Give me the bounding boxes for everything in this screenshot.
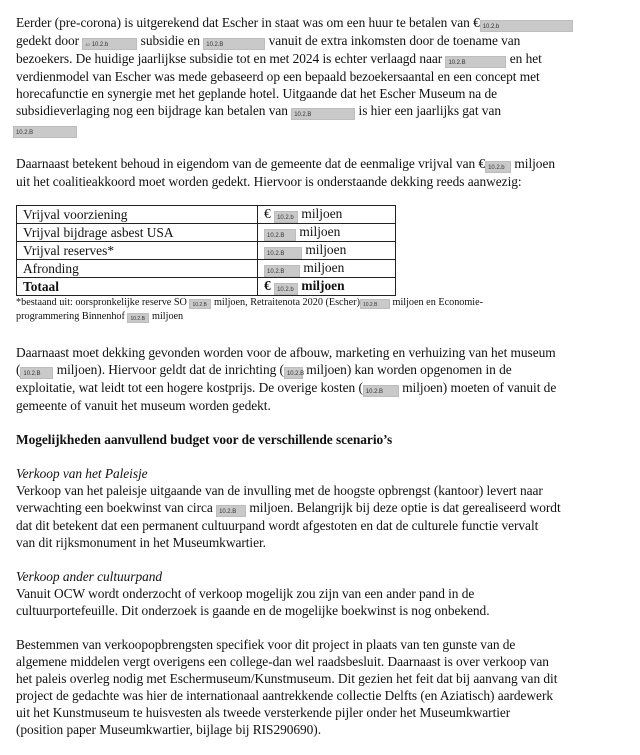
- unit-text: miljoen: [301, 206, 343, 221]
- redaction-box: [363, 385, 399, 397]
- redaction-label: 10.2.B: [448, 60, 466, 66]
- redaction-box: [189, 299, 211, 309]
- text: miljoen: [149, 311, 184, 322]
- text: miljoen) kan worden opgenomen in de: [302, 362, 512, 377]
- unit-text: miljoen: [301, 278, 345, 293]
- table-row: [17, 260, 396, 278]
- redaction-box: [480, 20, 573, 32]
- unit-text: miljoen: [303, 260, 345, 275]
- unit-text: miljoen: [299, 224, 341, 239]
- currency-symbol: €: [264, 206, 271, 221]
- coverage-table: [16, 205, 396, 296]
- redaction-label: 10.2.B: [16, 130, 34, 136]
- unit-text: miljoen: [305, 242, 347, 257]
- redaction-box: [203, 38, 265, 50]
- subsection-title: Verkoop ander cultuurpand: [16, 569, 163, 584]
- table-cell-amount: [258, 278, 396, 296]
- text: *bestaand uit: oorspronkelijke reserve SO: [16, 297, 187, 308]
- paragraph-allocation: [16, 636, 626, 738]
- redaction-label: 10.2.B: [362, 302, 378, 308]
- text: programmering Binnenhof: [16, 311, 125, 322]
- redaction-label: 10.2.B: [294, 112, 312, 118]
- text: dat dit betekent dat een permanent cultuurpand wordt afgestoten en dat de culturele functie vervalt: [16, 518, 539, 533]
- text: (: [16, 362, 21, 377]
- text: het paleis overleg nodig met Eschermuseum/Kunstmuseum. Dit gezien het feit dat bij aanvang van dit: [16, 671, 558, 686]
- redaction-box: [264, 265, 300, 277]
- table-cell-label: Vrijval voorziening: [17, 206, 258, 224]
- text: miljoen). Hiervoor geldt dat de inrichting (: [53, 362, 284, 377]
- section-heading: Mogelijkheden aanvullend budget voor de verschillende scenario’s: [16, 432, 393, 447]
- table-row: [17, 242, 396, 260]
- text: miljoen) moeten of vanuit de: [398, 380, 557, 395]
- text: miljoen: [511, 156, 555, 171]
- text: Bestemmen van verkoopopbrengsten specifiek voor dit project in plaats van ten gunste van de: [16, 637, 516, 652]
- text: Daarnaast betekent behoud in eigendom van de gemeente dat de eenmalige vrijval van €: [16, 156, 486, 171]
- text: van dit rijksmonument in het Museumkwartier.: [16, 535, 266, 550]
- redaction-box: [264, 229, 296, 241]
- text: miljoen en Economie-: [389, 297, 484, 308]
- text: algemene middelen vergt overigens een college-dan wel raadsbesluit. Daarnaast is over verkoop van: [16, 654, 549, 669]
- text: cultuurportefeuille. Dit onderzoek is gaande en de mogelijke boekwinst is nog onbekend.: [16, 603, 490, 618]
- text: (position paper Museumkwartier, bijlage bij RIS290690).: [16, 722, 322, 737]
- text: uit het coalitieakkoord moet worden gedekt. Hiervoor is onderstaande dekking reeds aanwezig:: [16, 174, 522, 189]
- table-cell-label: Vrijval reserves*: [17, 242, 258, 260]
- table-cell-label: Totaal: [17, 278, 258, 296]
- paragraph-extra-costs: [16, 344, 626, 414]
- redaction-label: 10.2.B: [192, 302, 207, 308]
- redaction-box: [264, 247, 302, 259]
- redaction-label: 10.2.b: [488, 165, 505, 171]
- table-row: [17, 206, 396, 224]
- table-cell-amount: [258, 224, 396, 242]
- table-cell-label: Vrijval bijdrage asbest USA: [17, 224, 258, 242]
- table-row: [17, 224, 396, 242]
- section-sell-palace: [16, 465, 626, 551]
- text: miljoen, Retraitenota 2020 (Escher): [211, 297, 360, 308]
- text: miljoen. Belangrijk bij deze optie is dat gerealiseerd wordt: [246, 500, 561, 515]
- redaction-label: 10.2.B: [23, 371, 41, 377]
- redaction-label: 10.2.b: [482, 24, 500, 30]
- text: verdienmodel van Escher was mede gebaseerd op een bepaald bezoekersaantal en een concept met: [16, 69, 540, 84]
- text: gedekt door: [16, 33, 80, 48]
- redaction-box: [485, 161, 511, 173]
- redaction-label: 10.2.b: [277, 215, 294, 221]
- text: horecafunctie en synergie met het geplande hotel. Uitgaande dat het Escher Museum na de: [16, 86, 498, 101]
- text: gemeente of vanuit het museum worden gedekt.: [16, 398, 271, 413]
- text: project de gedachte was hier de internationaal aantrekkende collectie Delfts (en Aziatisch) aardewerk: [16, 688, 554, 703]
- text: subsidie en: [137, 33, 204, 48]
- text: is hier een jaarlijks gat van: [355, 103, 501, 118]
- redaction-label: 10.2.B: [206, 42, 224, 48]
- redaction-box: [284, 367, 303, 379]
- redaction-label: 10.2.B: [267, 269, 285, 275]
- redaction-box: [127, 313, 149, 323]
- paragraph-coalition-release: [16, 155, 626, 190]
- paragraph-rent-calculation: [16, 14, 626, 138]
- redaction-box: [274, 211, 298, 223]
- text: Eerder (pre-corona) is uitgerekend dat Escher in staat was om een huur te betalen van €: [16, 15, 480, 30]
- redaction-box: [82, 38, 137, 50]
- redaction-box: [216, 505, 246, 517]
- table-cell-amount: [258, 242, 396, 260]
- redaction-label: 10.2.B: [267, 233, 285, 239]
- text: en het: [506, 51, 542, 66]
- table-cell-label: Afronding: [17, 260, 258, 278]
- section-sell-other-building: [16, 568, 626, 619]
- redaction-label: 10.2.b: [91, 42, 109, 48]
- redaction-label: 10.2.B: [286, 371, 305, 377]
- table-footnote: [16, 296, 626, 324]
- text: Daarnaast moet dekking gevonden worden voor de afbouw, marketing en verhuizing van het museum: [16, 345, 556, 360]
- redaction-label: 10.2.b: [277, 287, 294, 293]
- text: subsidieverlaging nog een bijdrage kan betalen van: [16, 103, 288, 118]
- redaction-label: 10.2.B: [130, 316, 145, 322]
- table-cell-amount: [258, 260, 396, 278]
- currency-symbol: €: [264, 278, 271, 293]
- text: exploitatie, wat leidt tot een hogere kostprijs. De overige kosten (: [16, 380, 363, 395]
- text: uit het Kunstmuseum te huisvesten als tweede versterkende pijler onder het Museumkwartier: [16, 705, 511, 720]
- table-cell-amount: [258, 206, 396, 224]
- redaction-label: 10.2.B: [365, 389, 383, 395]
- redaction-box: [13, 126, 77, 138]
- text: vanuit de extra inkomsten door de toename van: [265, 33, 521, 48]
- table-row-total: [17, 278, 396, 296]
- redaction-box: [20, 367, 53, 379]
- subsection-title: Verkoop van het Paleisje: [16, 466, 148, 481]
- redaction-label: 10.2.B: [267, 251, 285, 257]
- text: verwachting een boekwinst van circa: [16, 500, 213, 515]
- redaction-box: [445, 56, 506, 68]
- redaction-label: 10.2.B: [219, 509, 237, 515]
- text: Vanuit OCW wordt onderzocht of verkoop mogelijk zou zijn van een ander pand in de: [16, 586, 475, 601]
- text: bezoekers. De huidige jaarlijkse subsidie tot en met 2024 is echter verlaagd naar: [16, 51, 443, 66]
- redaction-box: [274, 283, 298, 295]
- redaction-mini-label: 10: [85, 42, 90, 47]
- text: Verkoop van het paleisje uitgaande van de invulling met de hoogste opbrengst (kantoor) levert naar: [16, 483, 543, 498]
- redaction-box: [360, 299, 390, 309]
- redaction-box: [291, 108, 355, 120]
- document-page: [16, 14, 626, 755]
